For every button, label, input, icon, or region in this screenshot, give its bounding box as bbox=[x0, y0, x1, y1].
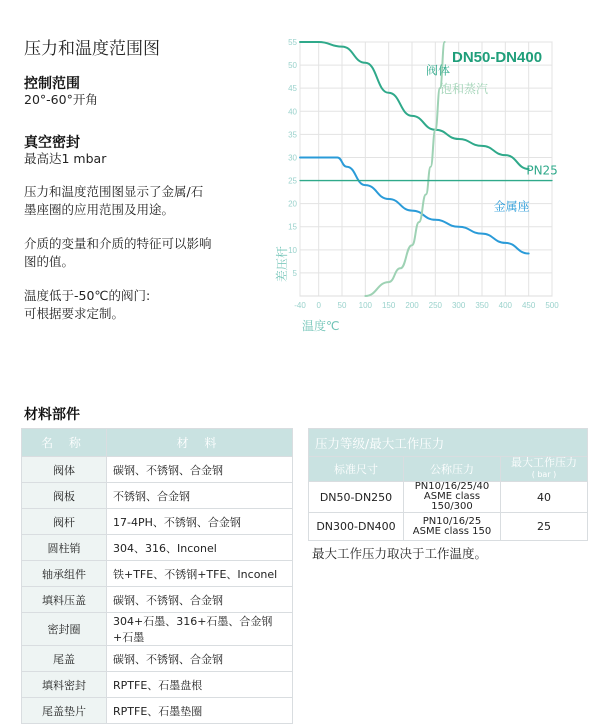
description-line: 可根据要求定制。 bbox=[24, 306, 125, 321]
x-tick-label: 300 bbox=[451, 301, 466, 310]
pressure-max: 40 bbox=[501, 482, 588, 513]
vacuum-seal-value: 最高达1 mbar bbox=[24, 151, 107, 166]
y-tick-label: 20 bbox=[288, 199, 297, 209]
material-value: 17-4PH、不锈钢、合金钢 bbox=[107, 509, 293, 535]
material-part-name: 密封圈 bbox=[22, 613, 107, 646]
x-tick-label: 400 bbox=[498, 301, 513, 310]
x-tick-label: 250 bbox=[428, 301, 443, 310]
material-row bbox=[22, 483, 293, 509]
material-value: 碳钢、不锈钢、合金钢 bbox=[107, 646, 293, 672]
pressure-temperature-chart bbox=[270, 30, 570, 340]
pressure-nominal-line: ASME class 150 bbox=[412, 525, 492, 537]
y-tick-label: 5 bbox=[292, 268, 297, 278]
material-part-name: 阀板 bbox=[22, 483, 107, 509]
chart-ticks bbox=[288, 38, 559, 310]
col-size-header: 标准尺寸 bbox=[309, 457, 404, 482]
y-tick-label: 10 bbox=[288, 245, 297, 255]
plot-frame bbox=[300, 42, 552, 296]
x-tick-label: 350 bbox=[475, 301, 489, 310]
x-tick-label: 100 bbox=[358, 301, 373, 310]
y-tick-label: 35 bbox=[288, 130, 297, 140]
chart-marks bbox=[300, 42, 552, 296]
material-part-name: 阀杆 bbox=[22, 509, 107, 535]
materials-table bbox=[21, 428, 293, 724]
description-line: 温度低于-50℃的阀门: bbox=[24, 288, 151, 303]
col-max-unit: ( bar ) bbox=[531, 470, 557, 479]
material-value: 碳钢、不锈钢、合金钢 bbox=[107, 457, 293, 483]
x-axis-label: 温度℃ bbox=[302, 319, 340, 333]
x-tick-label: 50 bbox=[337, 301, 347, 310]
description-paragraph-2 bbox=[24, 235, 212, 271]
pressure-table bbox=[308, 428, 588, 541]
y-tick-label: 40 bbox=[288, 107, 297, 117]
series-label-seat: 金属座 bbox=[493, 199, 530, 214]
pressure-nominal bbox=[404, 513, 501, 541]
description-line: 压力和温度范围图显示了金属/石 bbox=[24, 184, 204, 199]
col-max-label: 最大工作压力 bbox=[511, 456, 577, 469]
pressure-nominal-line: PN10/16/25/40 bbox=[414, 481, 490, 492]
y-tick-label: 30 bbox=[288, 153, 297, 163]
pressure-nominal-line: PN10/16/25 bbox=[422, 515, 482, 527]
material-part-name: 尾盖 bbox=[22, 646, 107, 672]
pressure-nominal-line: ASME class 150/300 bbox=[423, 491, 481, 512]
y-tick-label: 25 bbox=[288, 176, 297, 186]
x-tick-label: 150 bbox=[381, 301, 396, 310]
description-paragraph-1 bbox=[24, 183, 203, 219]
pressure-size: DN300-DN400 bbox=[309, 513, 404, 541]
series-label-pn25: PN25 bbox=[526, 163, 558, 178]
material-part-name: 阀体 bbox=[22, 457, 107, 483]
materials-heading: 材料部件 bbox=[24, 407, 80, 423]
material-part-name: 填料压盖 bbox=[22, 587, 107, 613]
material-value: 不锈钢、合金钢 bbox=[107, 483, 293, 509]
description-line: 图的值。 bbox=[24, 254, 75, 269]
x-tick-label: 0 bbox=[316, 301, 321, 310]
material-value: 304、316、Inconel bbox=[107, 535, 293, 561]
x-tick-label: 200 bbox=[405, 301, 419, 310]
pressure-row bbox=[309, 482, 588, 513]
material-value: RPTFE、石墨盘根 bbox=[107, 672, 293, 698]
y-tick-label: 55 bbox=[288, 38, 297, 47]
materials-header-row bbox=[22, 429, 293, 457]
x-tick-label: 450 bbox=[521, 301, 536, 310]
material-part-name: 填料密封 bbox=[22, 672, 107, 698]
pressure-note: 最大工作压力取决于工作温度。 bbox=[312, 546, 488, 561]
chart-grid bbox=[300, 42, 552, 296]
col-material-header: 材 料 bbox=[107, 429, 293, 457]
material-value: RPTFE、石墨垫圈 bbox=[107, 698, 293, 724]
y-tick-label: 15 bbox=[288, 222, 297, 232]
series-label-steam: 饱和蒸汽 bbox=[440, 81, 489, 96]
col-nominal-header: 公称压力 bbox=[404, 457, 501, 482]
pressure-row bbox=[309, 513, 588, 541]
pressure-max: 25 bbox=[501, 513, 588, 541]
material-row bbox=[22, 613, 293, 646]
material-part-name: 轴承组件 bbox=[22, 561, 107, 587]
material-row bbox=[22, 698, 293, 724]
material-part-name: 尾盖垫片 bbox=[22, 698, 107, 724]
x-tick-label: 500 bbox=[545, 301, 559, 310]
material-row bbox=[22, 561, 293, 587]
material-row bbox=[22, 587, 293, 613]
series-label-body: 阀体 bbox=[426, 63, 451, 78]
material-value: 铁+TFE、不锈钢+TFE、Inconel bbox=[107, 561, 293, 587]
description-paragraph-3 bbox=[24, 287, 150, 323]
chart-title: DN50-DN400 bbox=[452, 49, 543, 66]
y-axis-label: 差压杆 bbox=[275, 246, 289, 283]
material-part-name: 圆柱销 bbox=[22, 535, 107, 561]
material-value: 碳钢、不锈钢、合金钢 bbox=[107, 587, 293, 613]
description-line: 介质的变量和介质的特征可以影响 bbox=[24, 236, 212, 251]
page-title: 压力和温度范围图 bbox=[24, 39, 160, 59]
vacuum-seal-heading: 真空密封 bbox=[24, 135, 80, 151]
material-row bbox=[22, 672, 293, 698]
col-name-header: 名 称 bbox=[22, 429, 107, 457]
x-tick-label: -40 bbox=[294, 301, 306, 310]
material-row bbox=[22, 509, 293, 535]
material-row bbox=[22, 646, 293, 672]
y-tick-label: 50 bbox=[288, 61, 297, 71]
pressure-table-title: 压力等级/最大工作压力 bbox=[309, 429, 588, 457]
control-range-heading: 控制范围 bbox=[24, 76, 80, 92]
material-row bbox=[22, 535, 293, 561]
col-max-header bbox=[501, 457, 588, 482]
control-range-value: 20°-60°开角 bbox=[24, 92, 98, 107]
y-tick-label: 45 bbox=[288, 84, 297, 94]
material-row bbox=[22, 457, 293, 483]
description-line: 墨座圈的应用范围及用途。 bbox=[24, 202, 175, 217]
pressure-nominal bbox=[404, 482, 501, 513]
pressure-size: DN50-DN250 bbox=[309, 482, 404, 513]
material-value: 304+石墨、316+石墨、合金钢+石墨 bbox=[107, 613, 293, 646]
